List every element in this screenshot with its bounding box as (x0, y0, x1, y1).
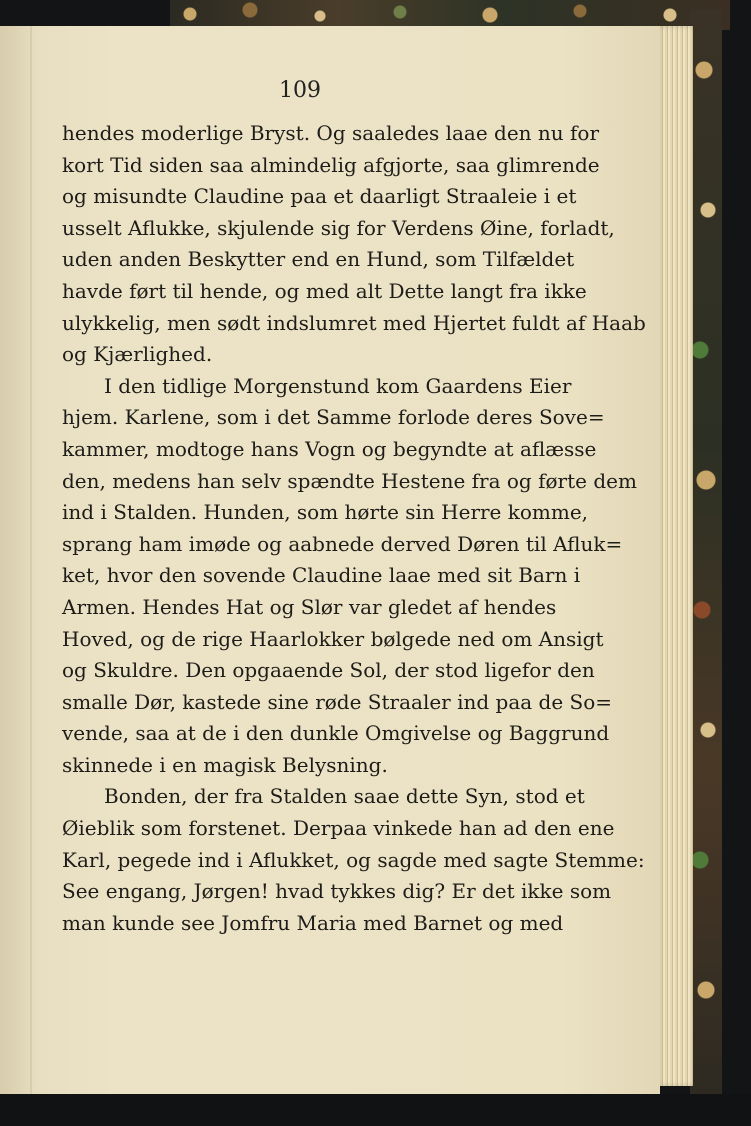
text-line: skinnede i en magisk Belysning. (62, 752, 388, 777)
text-line: vende, saa at de i den dunkle Omgivelse og Baggrund (62, 721, 610, 746)
text-line: Hoved, og de rige Haarlokker bølgede ned om Ansigt (62, 626, 604, 651)
bottom-background (0, 1094, 751, 1126)
text-line: og misundte Claudine paa et daarligt Straaleie i et (62, 184, 577, 209)
text-line: ulykkelig, men sødt indslumret med Hjertet fuldt af Haab (62, 310, 646, 335)
text-line: hjem. Karlene, som i det Samme forlode deres Sove= (62, 405, 605, 430)
marbled-cover-edge (690, 10, 722, 1095)
text-line: og Skuldre. Den opgaaende Sol, der stod ligefor den (62, 658, 595, 683)
text-line: Karl, pegede ind i Aflukket, og sagde med sagte Stemme: (62, 847, 645, 872)
text-line: kammer, modtoge hans Vogn og begyndte at aflæsse (62, 436, 597, 461)
text-line: man kunde see Jomfru Maria med Barnet og med (62, 910, 564, 935)
page-number: 109 (279, 78, 321, 103)
text-line: den, medens han selv spændte Hestene fra og førte dem (62, 468, 637, 493)
gutter-line (30, 26, 32, 1094)
text-line: uden anden Beskytter end en Hund, som Tilfældet (62, 247, 575, 272)
text-line: usselt Aflukke, skjulende sig for Verdens Øine, forladt, (62, 215, 615, 240)
text-line: og Kjærlighed. (62, 342, 213, 367)
text-line: kort Tid siden saa almindelig afgjorte, saa glimrende (62, 152, 600, 177)
text-line: Øieblik som forstenet. Derpaa vinkede han ad den ene (62, 816, 615, 841)
body-text (62, 118, 646, 939)
text-line: I den tidlige Morgenstund kom Gaardens Eier (104, 373, 572, 398)
text-line: smalle Dør, kastede sine røde Straaler ind paa de So= (62, 689, 613, 714)
text-line: sprang ham imøde og aabnede derved Døren til Afluk= (62, 531, 623, 556)
text-line: Bonden, der fra Stalden saae dette Syn, stod et (104, 784, 585, 809)
text-line: ket, hvor den sovende Claudine laae med sit Barn i (62, 563, 581, 588)
page-edges (655, 26, 693, 1086)
text-line: hendes moderlige Bryst. Og saaledes laae den nu for (62, 121, 600, 145)
text-line: See engang, Jørgen! hvad tykkes dig? Er det ikke som (62, 879, 612, 904)
text-line: havde ført til hende, og med alt Dette langt fra ikke (62, 278, 587, 303)
text-line: ind i Stalden. Hunden, som hørte sin Herre komme, (62, 500, 589, 525)
text-line: Armen. Hendes Hat og Slør var gledet af hendes (62, 594, 557, 619)
